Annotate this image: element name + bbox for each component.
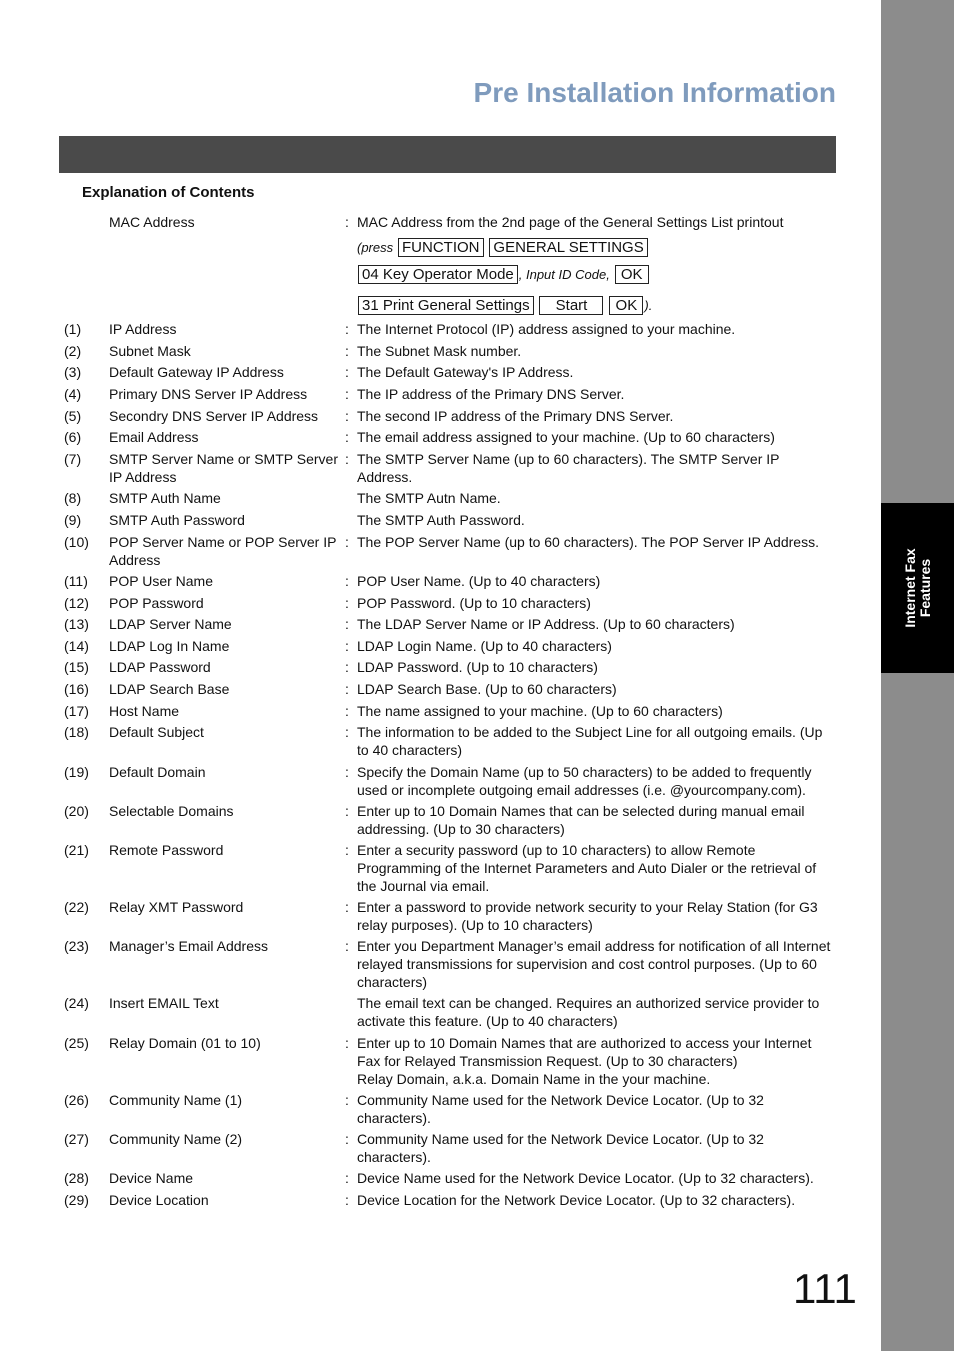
item-label: Relay XMT Password bbox=[109, 899, 244, 915]
item-number: (29) bbox=[64, 1192, 89, 1208]
item-colon: : bbox=[345, 386, 349, 402]
section-tab-line2: Features bbox=[916, 558, 933, 618]
item-colon: : bbox=[345, 429, 349, 445]
item-label: LDAP Server Name bbox=[109, 616, 232, 632]
item-number: (25) bbox=[64, 1035, 89, 1051]
item-desc: The Subnet Mask number. bbox=[357, 343, 522, 359]
item-desc: The information to be added to the Subject Line for all outgoing emails. (Up to 40 characters) bbox=[357, 724, 823, 758]
item-number: (22) bbox=[64, 899, 89, 915]
item-number: (16) bbox=[64, 681, 89, 697]
item-desc: Enter a security password (up to 10 characters) to allow Remote Programming of the Internet Parameters and Auto Dialer or the retrieval of the Journal via email. bbox=[357, 842, 817, 894]
item-desc: POP User Name. (Up to 40 characters) bbox=[357, 573, 601, 589]
item-number: (23) bbox=[64, 938, 89, 954]
page-title: Pre Installation Information bbox=[473, 77, 836, 108]
item-colon: : bbox=[345, 408, 349, 424]
section-heading: Explanation of Contents bbox=[82, 184, 255, 201]
item-colon: : bbox=[345, 1131, 349, 1147]
item-colon: : bbox=[345, 899, 349, 915]
item-label: Community Name (1) bbox=[109, 1092, 243, 1108]
item-desc: LDAP Login Name. (Up to 40 characters) bbox=[357, 638, 612, 654]
key-sequence-line-3 bbox=[357, 296, 652, 315]
item-colon: : bbox=[345, 573, 349, 589]
item-desc: The Internet Protocol (IP) address assigned to your machine. bbox=[357, 321, 736, 337]
item-desc-main: Enter up to 10 Domain Names that are authorized to access your Internet Fax for Relayed Transmission Request. (Up to 30 characters) bbox=[357, 1035, 812, 1069]
item-colon: : bbox=[345, 681, 349, 697]
item-desc: The Default Gateway's IP Address. bbox=[357, 364, 574, 380]
section-tab bbox=[881, 503, 954, 673]
item-number: (2) bbox=[64, 343, 82, 359]
item-desc: Enter you Department Manager’s email address for notification of all Internet relayed transmissions for supervision and cost control purposes. (Up to 60 characters) bbox=[357, 938, 831, 990]
item-desc: The second IP address of the Primary DNS Server. bbox=[357, 408, 674, 424]
key-sequence-line-2 bbox=[357, 265, 650, 284]
item-desc: The SMTP Server Name (up to 60 characters). The SMTP Server IP Address. bbox=[357, 451, 780, 485]
print-general-settings-key: 31 Print General Settings bbox=[358, 296, 534, 315]
item-label: Host Name bbox=[109, 703, 180, 719]
item-desc bbox=[357, 1034, 837, 1088]
item-label: IP Address bbox=[109, 321, 177, 337]
item-number: (1) bbox=[64, 321, 82, 337]
item-colon: : bbox=[345, 638, 349, 654]
item-desc: LDAP Password. (Up to 10 characters) bbox=[357, 659, 598, 675]
page-number: 111 bbox=[793, 1265, 857, 1312]
item-colon: : bbox=[345, 451, 349, 467]
item-number: (11) bbox=[64, 573, 88, 589]
item-desc: The IP address of the Primary DNS Server. bbox=[357, 386, 625, 402]
item-label: Remote Password bbox=[109, 842, 224, 858]
item-label: Secondry DNS Server IP Address bbox=[109, 408, 319, 424]
item-number: (15) bbox=[64, 659, 89, 675]
item-colon: : bbox=[345, 364, 349, 380]
item-label: Primary DNS Server IP Address bbox=[109, 386, 308, 402]
item-desc: Device Name used for the Network Device Locator. (Up to 32 characters). bbox=[357, 1170, 814, 1186]
item-label: POP Password bbox=[109, 595, 204, 611]
item-number: (21) bbox=[64, 842, 89, 858]
item-number: (13) bbox=[64, 616, 89, 632]
operator-mode-key: 04 Key Operator Mode bbox=[358, 265, 518, 284]
item-number: (8) bbox=[64, 490, 82, 506]
close-paren-text: ). bbox=[644, 298, 653, 313]
start-key: Start bbox=[539, 296, 603, 315]
item-label: Device Location bbox=[109, 1192, 209, 1208]
item-label: LDAP Password bbox=[109, 659, 211, 675]
item-desc: POP Password. (Up to 10 characters) bbox=[357, 595, 591, 611]
item-desc-extra: Relay Domain, a.k.a. Domain Name in the your machine. bbox=[357, 1071, 711, 1087]
item-colon: : bbox=[345, 534, 349, 550]
item-desc: The SMTP Autn Name. bbox=[357, 490, 501, 506]
item-label: POP Server Name or POP Server IP Address bbox=[109, 534, 337, 568]
item-desc: The LDAP Server Name or IP Address. (Up to 60 characters) bbox=[357, 616, 735, 632]
mac-address-label: MAC Address bbox=[109, 214, 195, 230]
mac-address-colon: : bbox=[345, 214, 349, 230]
item-colon: : bbox=[345, 703, 349, 719]
item-number: (20) bbox=[64, 803, 89, 819]
item-number: (4) bbox=[64, 386, 82, 402]
item-label: Subnet Mask bbox=[109, 343, 191, 359]
section-tab-label bbox=[903, 548, 933, 627]
item-desc: LDAP Search Base. (Up to 60 characters) bbox=[357, 681, 617, 697]
item-label: Community Name (2) bbox=[109, 1131, 243, 1147]
mac-address-desc: MAC Address from the 2nd page of the General Settings List printout bbox=[357, 214, 784, 230]
item-desc: Specify the Domain Name (up to 50 characters) to be added to frequently used or incomplete outgoing email addresses (i.e. @yourcompany.com). bbox=[357, 764, 812, 798]
item-label: SMTP Auth Name bbox=[109, 490, 221, 506]
item-number: (10) bbox=[64, 534, 89, 550]
item-desc: The name assigned to your machine. (Up to 60 characters) bbox=[357, 703, 723, 719]
section-tab-line1: Internet Fax bbox=[901, 548, 918, 628]
item-colon: : bbox=[345, 1035, 349, 1051]
item-number: (17) bbox=[64, 703, 89, 719]
item-desc: Community Name used for the Network Device Locator. (Up to 32 characters). bbox=[357, 1092, 764, 1126]
item-colon: : bbox=[345, 842, 349, 858]
item-number: (9) bbox=[64, 512, 82, 528]
item-label: Device Name bbox=[109, 1170, 194, 1186]
item-colon: : bbox=[345, 764, 349, 780]
general-settings-key: GENERAL SETTINGS bbox=[489, 238, 647, 257]
item-number: (6) bbox=[64, 429, 82, 445]
item-colon: : bbox=[345, 1092, 349, 1108]
item-number: (7) bbox=[64, 451, 82, 467]
item-colon: : bbox=[345, 595, 349, 611]
input-id-text: , Input ID Code, bbox=[518, 267, 610, 282]
item-label: Insert EMAIL Text bbox=[109, 995, 219, 1011]
side-strip bbox=[881, 0, 954, 1351]
item-colon: : bbox=[345, 803, 349, 819]
item-desc: Community Name used for the Network Device Locator. (Up to 32 characters). bbox=[357, 1131, 764, 1165]
item-label: SMTP Auth Password bbox=[109, 512, 245, 528]
item-label: Default Subject bbox=[109, 724, 204, 740]
item-number: (26) bbox=[64, 1092, 89, 1108]
item-label: SMTP Server Name or SMTP Server IP Address bbox=[109, 451, 338, 485]
item-number: (27) bbox=[64, 1131, 89, 1147]
item-desc: The email text can be changed. Requires an authorized service provider to activate this feature. (Up to 40 characters) bbox=[357, 995, 820, 1029]
item-number: (5) bbox=[64, 408, 82, 424]
function-key: FUNCTION bbox=[398, 238, 484, 257]
item-colon: : bbox=[345, 343, 349, 359]
item-label: Default Gateway IP Address bbox=[109, 364, 284, 380]
item-colon: : bbox=[345, 1170, 349, 1186]
item-desc: The POP Server Name (up to 60 characters). The POP Server IP Address. bbox=[357, 534, 819, 550]
item-label: LDAP Log In Name bbox=[109, 638, 230, 654]
item-number: (19) bbox=[64, 764, 89, 780]
item-label: Email Address bbox=[109, 429, 199, 445]
item-label: Default Domain bbox=[109, 764, 206, 780]
item-desc: Device Location for the Network Device Locator. (Up to 32 characters). bbox=[357, 1192, 796, 1208]
item-colon: : bbox=[345, 659, 349, 675]
ok-key-2: OK bbox=[609, 296, 643, 315]
item-label: LDAP Search Base bbox=[109, 681, 230, 697]
item-colon: : bbox=[345, 616, 349, 632]
item-colon: : bbox=[345, 321, 349, 337]
item-label: POP User Name bbox=[109, 573, 213, 589]
item-colon: : bbox=[345, 724, 349, 740]
item-colon: : bbox=[345, 938, 349, 954]
item-number: (3) bbox=[64, 364, 82, 380]
press-text: (press bbox=[357, 240, 394, 255]
item-colon: : bbox=[345, 1192, 349, 1208]
item-desc: The SMTP Auth Password. bbox=[357, 512, 525, 528]
item-label: Manager’s Email Address bbox=[109, 938, 269, 954]
item-desc: The email address assigned to your machine. (Up to 60 characters) bbox=[357, 429, 775, 445]
item-desc: Enter a password to provide network security to your Relay Station (for G3 relay purposes). (Up to 10 characters) bbox=[357, 899, 818, 933]
item-desc: Enter up to 10 Domain Names that can be selected during manual email addressing. (Up to 30 characters) bbox=[357, 803, 805, 837]
item-number: (24) bbox=[64, 995, 89, 1011]
item-label: Relay Domain (01 to 10) bbox=[109, 1035, 261, 1051]
item-number: (12) bbox=[64, 595, 89, 611]
title-bar bbox=[59, 136, 836, 173]
item-label: Selectable Domains bbox=[109, 803, 234, 819]
key-sequence-line-1 bbox=[357, 238, 649, 257]
ok-key: OK bbox=[615, 265, 649, 284]
item-number: (14) bbox=[64, 638, 89, 654]
item-number: (28) bbox=[64, 1170, 89, 1186]
item-number: (18) bbox=[64, 724, 89, 740]
